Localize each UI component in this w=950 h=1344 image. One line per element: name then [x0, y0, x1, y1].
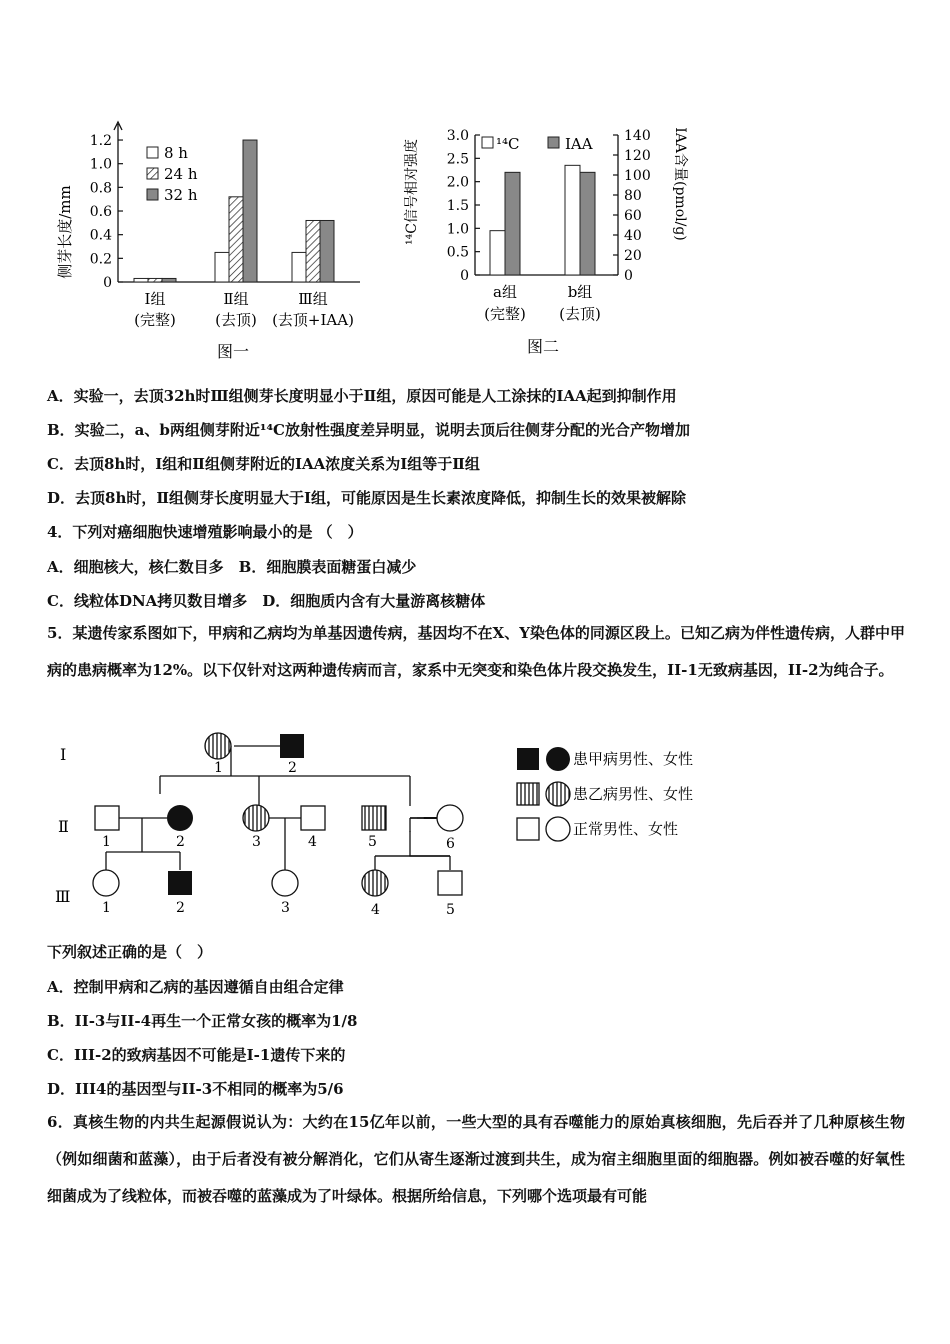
legend-female-normal	[546, 817, 570, 841]
figure2-bar	[565, 165, 580, 275]
pedigree-II-2-female-disease-a	[167, 805, 193, 831]
pedigree-II-3-number: 3	[252, 834, 261, 850]
legend-swatch-32h	[147, 189, 158, 200]
legend-male-disease-b	[517, 783, 539, 805]
figure1-x-tick-label: (完整)	[134, 311, 176, 329]
figure2-ylabel-left: ¹⁴C信号相对强度	[404, 139, 420, 245]
figure1-y-tick-label: 0.4	[89, 227, 112, 244]
figure1-bar	[148, 278, 162, 282]
figure2-chart	[400, 112, 700, 367]
legend-disease-b: 患乙病男性、女性	[573, 785, 694, 803]
figure2-x-tick-label: (完整)	[484, 305, 526, 323]
figure2-caption: 图二	[526, 337, 560, 356]
figure1-chart	[40, 112, 400, 367]
figure1-caption: 图一	[216, 342, 250, 361]
legend-8h: 8 h	[164, 144, 188, 162]
pedigree-II-2-number: 2	[176, 834, 185, 850]
legend-swatch-24h	[147, 168, 158, 179]
legend-male-disease-a	[517, 748, 539, 770]
pedigree-II-1-number: 1	[102, 834, 111, 850]
legend-female-disease-b	[546, 782, 570, 806]
pedigree-II-5-male-disease-b	[362, 806, 386, 830]
q5-stem: 5．某遗传家系图如下，甲病和乙病均为单基因遗传病，基因均不在X、Y染色体的同源区段上。已知乙病为伴性遗传病，人群中甲病的患病概率为12%。以下仅针对这两种遗传病而言，家系中无突变和染色体片段交换发生，II-1无致病基因，II-2为纯合子。	[47, 624, 905, 679]
pedigree-II-6-female-normal	[437, 805, 463, 831]
figure2-x-tick-label: b组	[567, 283, 593, 301]
pedigree-III-3-female-normal	[272, 870, 298, 896]
pedigree-III-3-number: 3	[281, 900, 290, 916]
figure2-x-tick-label: a组	[493, 283, 517, 301]
q4-stem: 4．下列对癌细胞快速增殖影响最小的是 （ ）	[47, 523, 363, 541]
legend-iaa: IAA	[565, 135, 593, 153]
pedigree-I-1-number: 1	[214, 760, 223, 776]
figure1-y-tick-label: 1.2	[89, 133, 112, 150]
figure2-bar	[490, 231, 505, 275]
figure2-y-tick-label-right: 80	[624, 188, 642, 204]
figure2-ylabel-right: IAA含量(pmol/g)	[672, 127, 688, 241]
pedigree-I-2-number: 2	[288, 760, 297, 776]
q5-option-a: A．控制甲病和乙病的基因遵循自由组合定律	[47, 978, 344, 996]
pedigree-II-1-male-normal	[95, 806, 119, 830]
legend-normal: 正常男性、女性	[573, 820, 679, 838]
q5-question: 下列叙述正确的是（ ）	[47, 943, 213, 961]
pedigree-II-4-male-normal	[301, 806, 325, 830]
figure2-bar	[505, 172, 520, 275]
pedigree-II-5-number: 5	[368, 834, 377, 850]
figure1-x-tick-label: (去顶+IAA)	[272, 311, 354, 329]
figure2-y-tick-label-right: 20	[624, 248, 642, 264]
legend-swatch-iaa	[548, 137, 559, 148]
figure2-y-tick-label: 1.0	[446, 221, 469, 238]
legend-male-normal	[517, 818, 539, 840]
figure1-bar	[306, 220, 320, 282]
q6-stem: 6．真核生物的内共生起源假说认为：大约在15亿年以前，一些大型的具有吞噬能力的原始真核细胞，先后吞并了几种原核生物（例如细菌和蓝藻），由于后者没有被分解消化，它们从寄生逐渐过渡到共生，成为宿主细胞里面的细胞器。例如被吞噬的好氧性细菌成为了线粒体，而被吞噬的蓝藻成为了叶绿体。根据所给信息，下列哪个选项最有可能	[47, 1113, 905, 1205]
figure1-bar	[134, 278, 148, 282]
q3-option-a: A．实验一，去顶32h时Ⅲ组侧芽长度明显小于Ⅱ组，原因可能是人工涂抹的IAA起到抑制作用	[47, 387, 677, 405]
legend-14c: ¹⁴C	[496, 135, 520, 153]
pedigree-III-2-number: 2	[176, 900, 185, 916]
figure2-y-tick-label-right: 40	[624, 228, 642, 244]
legend-swatch-8h	[147, 147, 158, 158]
pedigree-III-4-number: 4	[371, 902, 380, 918]
figure2-bar	[580, 172, 595, 275]
q3-option-d: D．去顶8h时，Ⅱ组侧芽长度明显大于Ⅰ组，可能原因是生长素浓度降低，抑制生长的效果被解除	[47, 489, 687, 507]
pedigree-II-4-number: 4	[308, 834, 317, 850]
generation-label-3: Ⅲ	[55, 887, 71, 906]
figure1-x-tick-label: Ⅰ组	[144, 290, 166, 308]
q3-option-b: B．实验二，a、b两组侧芽附近¹⁴C放射性强度差异明显，说明去顶后往侧芽分配的光合产物增加	[47, 421, 690, 439]
figure2-y-tick-label: 0	[460, 268, 469, 284]
figure2-y-tick-label: 0.5	[446, 244, 469, 261]
generation-label-2: Ⅱ	[58, 817, 69, 836]
pedigree-III-2-male-disease-a	[168, 871, 192, 895]
pedigree-I-1-female-disease-b	[205, 733, 231, 759]
generation-label-1: Ⅰ	[60, 745, 67, 764]
q4-options-ab: A．细胞核大，核仁数目多 B．细胞膜表面糖蛋白减少	[47, 558, 417, 576]
figure1-ylabel: 侧芽长度/mm	[56, 185, 74, 279]
pedigree-II-3-female-disease-b	[243, 805, 269, 831]
pedigree-III-1-female-normal	[93, 870, 119, 896]
figure2-y-tick-label-right: 100	[624, 168, 651, 184]
figure1-bar	[320, 220, 334, 282]
figure1-y-tick-label: 1.0	[89, 156, 112, 173]
legend-24h: 24 h	[164, 165, 198, 183]
pedigree-chart	[40, 722, 720, 922]
figure2-y-tick-label-right: 140	[624, 128, 651, 144]
figure1-x-tick-label: (去顶)	[215, 311, 257, 329]
pedigree-III-5-male-normal	[438, 871, 462, 895]
pedigree-II-6-number: 6	[446, 836, 455, 852]
legend-disease-a: 患甲病男性、女性	[573, 750, 694, 768]
figure1-x-tick-label: Ⅱ组	[223, 290, 249, 308]
figure2-x-tick-label: (去顶)	[559, 305, 601, 323]
figure1-bar	[162, 278, 176, 282]
figure1-y-tick-label: 0.8	[89, 180, 112, 197]
figure2-y-tick-label: 1.5	[446, 198, 469, 214]
figure1-y-tick-label: 0	[103, 275, 112, 291]
pedigree-III-4-female-disease-b	[362, 870, 388, 896]
pedigree-III-1-number: 1	[102, 900, 111, 916]
legend-female-disease-a	[546, 747, 570, 771]
figure2-y-tick-label: 2.0	[446, 174, 469, 191]
figure2-y-tick-label-right: 0	[624, 268, 633, 284]
figure1-bar	[215, 252, 229, 282]
q5-option-d: D．III4的基因型与II-3不相同的概率为5/6	[47, 1080, 344, 1098]
figure2-y-tick-label-right: 60	[624, 208, 642, 224]
figure1-bar	[229, 197, 243, 282]
figure2-y-tick-label: 2.5	[446, 151, 469, 168]
q5-option-c: C．III-2的致病基因不可能是I-1遗传下来的	[47, 1046, 346, 1064]
q4-options-cd: C．线粒体DNA拷贝数目增多 D．细胞质内含有大量游离核糖体	[47, 592, 486, 610]
pedigree-I-2-male-disease-a	[280, 734, 304, 758]
figure1-bar	[292, 252, 306, 282]
q3-option-c: C．去顶8h时，Ⅰ组和Ⅱ组侧芽附近的IAA浓度关系为Ⅰ组等于Ⅱ组	[47, 455, 480, 473]
legend-swatch-14c	[482, 137, 493, 148]
figure1-y-tick-label: 0.2	[89, 251, 112, 268]
q5-option-b: B．II-3与II-4再生一个正常女孩的概率为1/8	[47, 1012, 358, 1030]
legend-32h: 32 h	[164, 186, 198, 204]
figure2-y-tick-label-right: 120	[624, 148, 651, 164]
figure1-x-tick-label: Ⅲ组	[298, 290, 328, 308]
figure1-y-tick-label: 0.6	[89, 204, 112, 221]
pedigree-III-5-number: 5	[446, 902, 455, 918]
figure1-bar	[243, 140, 257, 282]
figure2-y-tick-label: 3.0	[446, 128, 469, 144]
